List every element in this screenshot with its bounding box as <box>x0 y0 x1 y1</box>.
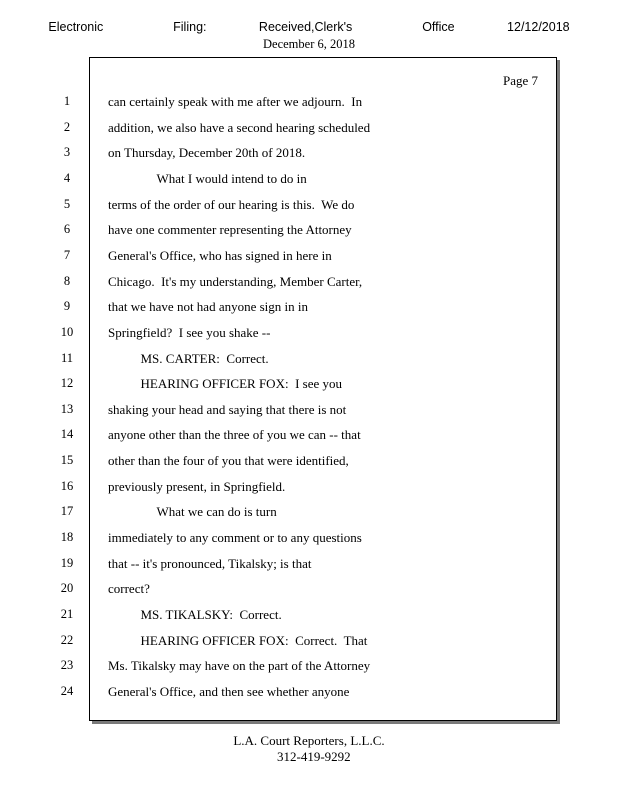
line-number: 17 <box>60 504 74 518</box>
line-number: 7 <box>63 248 71 262</box>
line-text: previously present, in Springfield. <box>108 479 286 494</box>
line-text: can certainly speak with me after we adjourn. In <box>108 94 363 109</box>
line-text: have one commenter representing the Attorney <box>108 222 352 237</box>
line-number: 4 <box>63 171 71 185</box>
line-number: 3 <box>63 145 71 159</box>
line-number: 5 <box>63 197 71 211</box>
line-number: 23 <box>60 658 74 672</box>
line-number: 21 <box>60 607 74 621</box>
line-text: HEARING OFFICER FOX: I see you <box>108 376 342 391</box>
line-number: 10 <box>60 325 74 339</box>
line-text: other than the four of you that were identified, <box>108 453 349 468</box>
line-text: Ms. Tikalsky may have on the part of the Attorney <box>108 658 371 673</box>
line-text: What we can do is turn <box>108 504 277 519</box>
line-number: 22 <box>60 633 74 647</box>
line-number: 2 <box>63 120 71 134</box>
line-number: 13 <box>60 402 74 416</box>
line-text: General's Office, who has signed in here in <box>108 248 332 263</box>
line-number: 9 <box>63 299 71 313</box>
line-number: 24 <box>60 684 74 698</box>
line-text: that -- it's pronounced, Tikalsky; is that <box>108 556 312 571</box>
line-number: 11 <box>60 351 74 365</box>
line-number: 1 <box>63 94 71 108</box>
court-reporter-name: L.A. Court Reporters, L.L.C. <box>233 733 385 748</box>
line-text: that we have not had anyone sign in in <box>108 299 309 314</box>
line-text: terms of the order of our hearing is this. We do <box>108 197 355 212</box>
line-text: Chicago. It's my understanding, Member Carter, <box>108 274 363 289</box>
line-text: General's Office, and then see whether anyone <box>108 684 350 699</box>
hearing-date: December 6, 2018 <box>263 37 355 51</box>
line-number: 20 <box>60 581 74 595</box>
line-number: 6 <box>63 222 71 236</box>
line-text: Springfield? I see you shake -- <box>108 325 271 340</box>
line-number: 14 <box>60 427 74 441</box>
line-number: 8 <box>63 274 71 288</box>
line-text: on Thursday, December 20th of 2018. <box>108 145 306 160</box>
line-number: 12 <box>60 376 74 390</box>
filing-stamp: Electronic Filing: Received,Clerk's Office 12/12/2018 <box>48 20 570 34</box>
line-number: 16 <box>60 479 74 493</box>
line-text: HEARING OFFICER FOX: Correct. That <box>108 633 368 648</box>
line-text: shaking your head and saying that there is not <box>108 402 347 417</box>
line-text: MS. TIKALSKY: Correct. <box>108 607 282 622</box>
line-number: 19 <box>60 556 74 570</box>
line-text: addition, we also have a second hearing scheduled <box>108 120 371 135</box>
line-number: 15 <box>60 453 74 467</box>
line-text: anyone other than the three of you we can -- that <box>108 427 361 442</box>
line-number: 18 <box>60 530 74 544</box>
line-text: immediately to any comment or to any questions <box>108 530 362 545</box>
court-reporter-phone: 312-419-9292 <box>277 749 351 764</box>
line-text: correct? <box>108 581 150 596</box>
line-text: What I would intend to do in <box>108 171 307 186</box>
page-number: Page 7 <box>503 73 539 88</box>
line-text: MS. CARTER: Correct. <box>108 351 269 366</box>
